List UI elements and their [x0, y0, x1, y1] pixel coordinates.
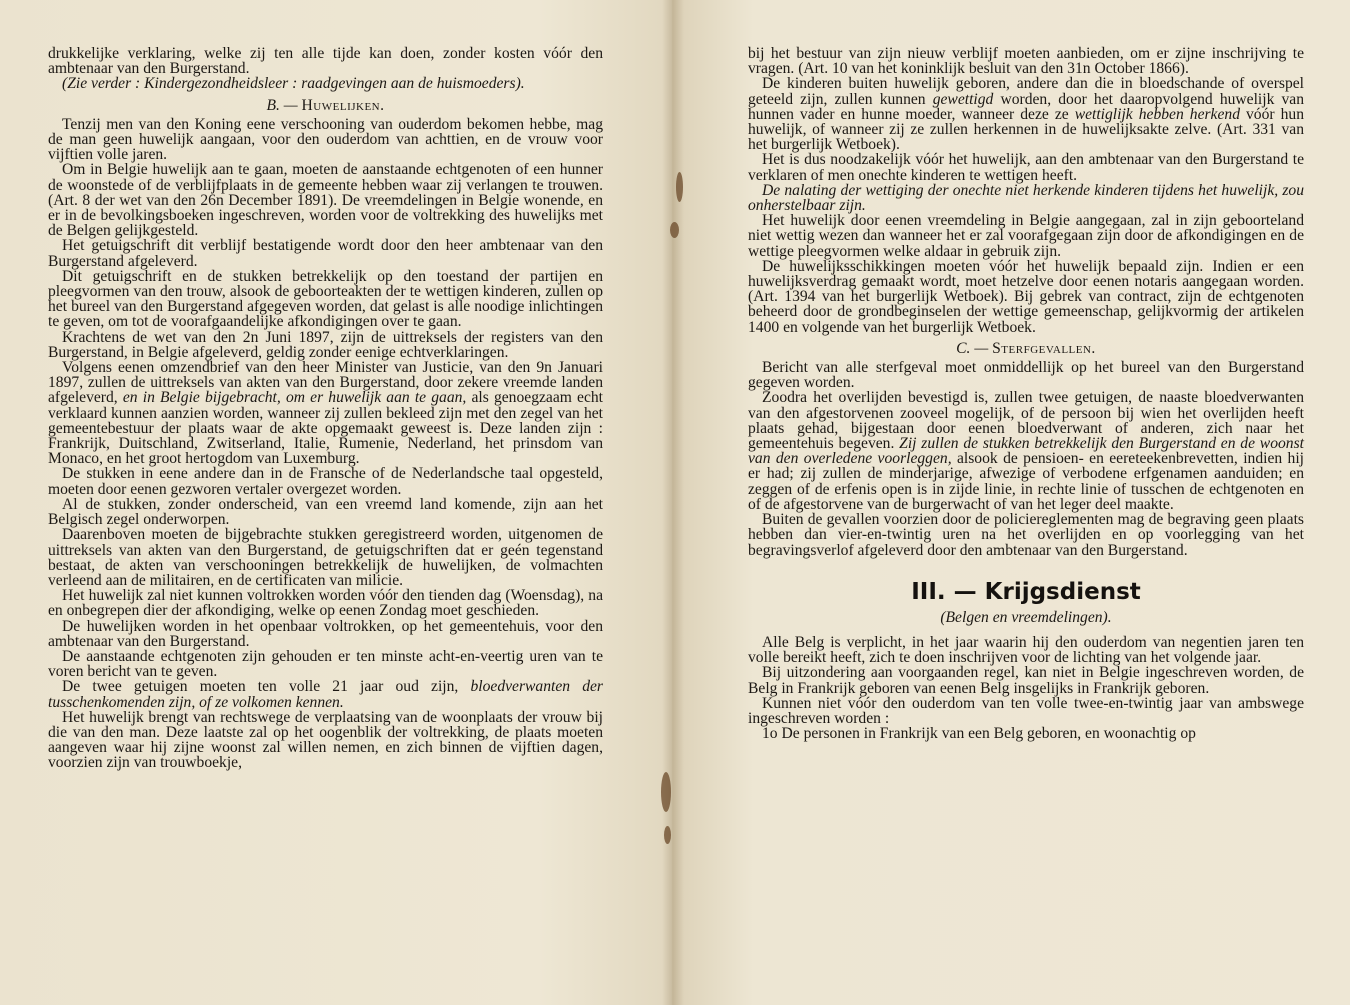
paragraph — [48, 162, 603, 238]
left-page-text — [48, 46, 603, 771]
paragraph — [48, 619, 603, 649]
paragraph — [748, 726, 1304, 741]
text-run: Zoodra het overlijden bevestigd is, zullen twee getuigen, de naaste bloedverwanten van den afgestorvenen zooveel mogelijk, of de persoon bij wien het overlijden heeft plaats gehad, bijgestaan door eenen bloedverwant of anderen, zich naar het gemeentehuis begeven. — [748, 389, 1304, 453]
text-run: drukkelijke verklaring, welke zij ten alle tijde kan doen, zonder kosten vóór den ambtenaar van den Burgerstand. — [48, 45, 603, 78]
italic-text: gewettigd — [932, 90, 994, 108]
text-run: Om in Belgie huwelijk aan te gaan, moeten de aanstaande echtgenoten of een hunner de woonstede of de verblijfplaats in de gemeente hebben waar zij verlangen te trouwen. (Art. 8 der wet van den 26n December 1891). De vreemdelingen in Belgie wonende, en er in de bevolkingsboeken ingeschreven, worden voor de voltrekking des huwelijks met de Belgen gelijkgesteld. — [48, 161, 603, 240]
paragraph — [748, 360, 1304, 390]
paragraph — [748, 183, 1304, 213]
paragraph — [748, 665, 1304, 695]
section-name: Sterfgevallen. — [992, 339, 1096, 357]
text-run: De kinderen buiten huwelijk geboren, andere dan die in bloedschande of overspel geteeld zijn, zullen kunnen — [748, 75, 1304, 108]
paragraph — [48, 466, 603, 496]
paragraph — [748, 152, 1304, 182]
paragraph — [48, 588, 603, 618]
text-run: Het is dus noodzakelijk vóór het huwelijk, aan den ambtenaar van den Burgerstand te verklaren of men onechte kinderen te wettigen heeft. — [748, 151, 1304, 184]
paragraph — [748, 259, 1304, 335]
text-run: Buiten de gevallen voorzien door de policiereglementen mag de begraving geen plaats hebben dan vier-en-twintig uren na het overlijden en op voorlegging van het begravingsverlof afgeleverd door den ambtenaar van den Burgerstand. — [748, 511, 1304, 559]
text-run: De twee getuigen moeten ten volle 21 jaar oud zijn, — [62, 678, 471, 696]
text-run: Bericht van alle sterfgeval moet onmiddellijk op het bureel van den Burgerstand gegeven worden. — [748, 359, 1304, 392]
paragraph — [748, 696, 1304, 726]
text-run: alsook de pensioen- en eereteekenbrevetten, indien hij er had; zij zullen de minderjarige, afwezige of verbodene erfgenamen aanduiden; en zeggen of de erfenis open is in zijde linie, in rechte linie of tusschen de echtgenoten en of de afgestorvene van de burgerwacht of van het leger deel maakte. — [748, 450, 1305, 513]
text-run: Het huwelijk zal niet kunnen voltrokken worden vóór den tienden dag (Woensdag), na en onbegrepen dier der afkondiging, welke op eenen Zondag moet geschieden. — [48, 587, 603, 620]
paragraph — [748, 635, 1304, 665]
binding-stain — [664, 826, 671, 844]
paragraph — [48, 238, 603, 268]
text-run: Bij uitzondering aan voorgaanden regel, kan niet in Belgie ingeschreven worden, de Belg in Frankrijk geboren van eenen Belg insgelijks in Frankrijk geboren. — [748, 664, 1304, 697]
paragraph — [48, 330, 603, 360]
chapter-heading: III. — Krijgsdienst — [911, 578, 1141, 605]
text-run: Daarenboven moeten de bijgebrachte stukken geregistreerd worden, uitgenomen de uittreksels van akten van den Burgerstand, de getuigschriften dat er geén tegenstand bestaat, de akten van verschooningen betrekkelijk de huwelijken, de volmachten verleend aan de militairen, en de certificaten van milicie. — [48, 526, 603, 589]
section-letter: C. — — [956, 339, 993, 357]
paragraph — [748, 390, 1304, 512]
text-run: De huwelijken worden in het openbaar voltrokken, op het gemeentehuis, voor den ambtenaar van den Burgerstand. — [48, 617, 603, 650]
text-run: worden, door het daaropvolgend huwelijk van hunnen vader en hunne moeder, wanneer deze ze — [748, 90, 1304, 123]
text-run: als genoegzaam echt verklaard kunnen aanzien worden, wanneer zij zullen bekleed zijn met den zegel van het gemeentebestuur der plaats waar de akte opgemaakt geweest is. Deze landen zijn : Frankrijk, Duitschland, Zwitserland, Italie, Rumenie, Nederland, het prinsdom van Monaco, en het groot hertogdom van Luxemburg. — [48, 389, 604, 468]
section-heading — [748, 341, 1304, 356]
text-run: 1o De personen in Frankrijk van een Belg geboren, en woonachtig op — [762, 725, 1196, 743]
text-run: Het huwelijk door eenen vreemdeling in Belgie aangegaan, zal in zijn geboorteland niet wettig wezen dan wanneer het er zal voorafgegaan zijn door de afkondigingen en de wettige pleegvormen welke aldaar in gebruik zijn. — [748, 212, 1304, 260]
paragraph — [48, 269, 603, 330]
text-run: bij het bestuur van zijn nieuw verblijf moeten aanbieden, om er zijne inschrijving te vragen. (Art. 10 van het koninklijk besluit van den 31n October 1866). — [748, 45, 1304, 78]
text-run: De stukken in eene andere dan in de Fransche of de Nederlandsche taal opgesteld, moeten door eenen gezworen vertaler overgezet worden. — [48, 465, 603, 498]
paragraph — [748, 76, 1304, 152]
paragraph — [748, 213, 1304, 259]
italic-text: (Zie verder : Kindergezondheidsleer : raadgevingen aan de huismoeders). — [62, 75, 525, 93]
binding-stain — [661, 772, 671, 812]
text-run: De aanstaande echtgenoten zijn gehouden er ten minste acht-en-veertig uren van te voren bericht van te geven. — [48, 647, 603, 681]
section-letter: B. — — [266, 96, 302, 114]
italic-text: bloedverwanten der tusschenkomenden zijn, of ze volkomen kennen. — [48, 678, 603, 711]
paragraph — [48, 497, 603, 527]
right-page-text — [748, 46, 1304, 741]
right-page — [672, 0, 1350, 1005]
italic-text: De nalating der wettiging der onechte niet herkende kinderen tijdens het huwelijk, zou onherstelbaar zijn. — [748, 181, 1304, 215]
text-run: Het getuigschrift dit verblijf bestatigende wordt door den heer ambtenaar van den Burgerstand afgeleverd. — [48, 237, 603, 270]
text-run: vóór hun huwelijk, of wanneer zij ze zullen herkennen in de huwelijksakte zelve. (Art. 331 van het burgerlijk Wetboek). — [748, 105, 1304, 154]
text-run: Kunnen niet vóór den ouderdom van ten volle twee-en-twintig jaar van ambswege ingeschreven worden : — [748, 694, 1304, 727]
section-name: Huwelijken. — [301, 96, 385, 114]
text-run: Volgens eenen omzendbrief van den heer Minister van Justicie, van den 9n Januari 1897, zullen de uittreksels van akten van den Burgerstand, door zekere vreemde landen afgeleverd, — [48, 359, 603, 407]
text-run: Alle Belg is verplicht, in het jaar waarin hij den ouderdom van negentien jaren ten volle bereikt heeft, zich te doen inschrijven voor de lichting van het volgende jaar. — [748, 633, 1304, 667]
section-heading — [48, 98, 603, 113]
paragraph — [48, 527, 603, 588]
italic-text: Zij zullen de stukken betrekkelijk den Burgerstand en de woonst van den overledene voorleggen, — [748, 435, 1305, 468]
text-run: De huwelijksschikkingen moeten vóór het huwelijk bepaald zijn. Indien er een huwelijksverdrag gemaakt wordt, moet hetzelve door eenen notaris aangegaan worden. (Art. 1394 van het burgerlijk Wetboek). Bij gebrek van contract, zijn de echtgenoten beheerd door de grondbeginselen der wettige gemeenschap, gelijkvormig der artikelen 1400 en volgende van het burgerlijk Wetboek. — [748, 257, 1304, 336]
paragraph — [748, 46, 1304, 76]
italic-text: wettiglijk hebben herkend — [1074, 105, 1240, 123]
book-gutter — [662, 0, 684, 1005]
paragraph — [748, 512, 1304, 558]
chapter-subtitle: (Belgen en vreemdelingen). — [940, 608, 1112, 626]
left-page — [0, 0, 672, 1005]
binding-stain — [670, 222, 679, 238]
paragraph — [48, 360, 603, 466]
text-run: Het huwelijk brengt van rechtswege de verplaatsing van de woonplaats der vrouw bij die van den man. Deze laatste zal op het oogenblik der voltrekking, de plaats moeten aangeven waar hij zijne woonst zal willen nemen, en zich binnen de vijftien dagen, voorzien zijn van trouwboekje, — [48, 708, 603, 772]
text-run: Al de stukken, zonder onderscheid, van een vreemd land komende, zijn aan het Belgisch zegel onderworpen. — [48, 495, 603, 529]
paragraph — [48, 117, 603, 163]
paragraph — [48, 649, 603, 679]
paragraph — [48, 710, 603, 771]
paragraph — [48, 76, 603, 91]
binding-stain — [676, 172, 683, 202]
italic-text: en in Belgie bijgebracht, om er huwelijk aan te gaan, — [122, 389, 467, 407]
text-run: Krachtens de wet van den 2n Juni 1897, zijn de uittreksels der registers van den Burgerstand, in Belgie afgeleverd, geldig zonder eenige echtverklaringen. — [48, 328, 603, 361]
paragraph — [48, 679, 603, 709]
text-run: Dit getuigschrift en de stukken betrekkelijk op den toestand der partijen en pleegvormen van den trouw, alsook de geboorteakten der te wettigen kinderen, zullen op het bureel van den Burgerstand afgegeven worden, dat gelast is alle noodige inlichtingen te geven, om tot de voorafgaandelijke afkondigingen over te gaan. — [48, 267, 603, 331]
paragraph — [48, 46, 603, 76]
text-run: Tenzij men van den Koning eene verschooning van ouderdom bekomen hebbe, mag de man geen huwelijk aangaan, voor den ouderdom van achttien, en de vrouw voor vijftien volle jaren. — [48, 115, 603, 164]
